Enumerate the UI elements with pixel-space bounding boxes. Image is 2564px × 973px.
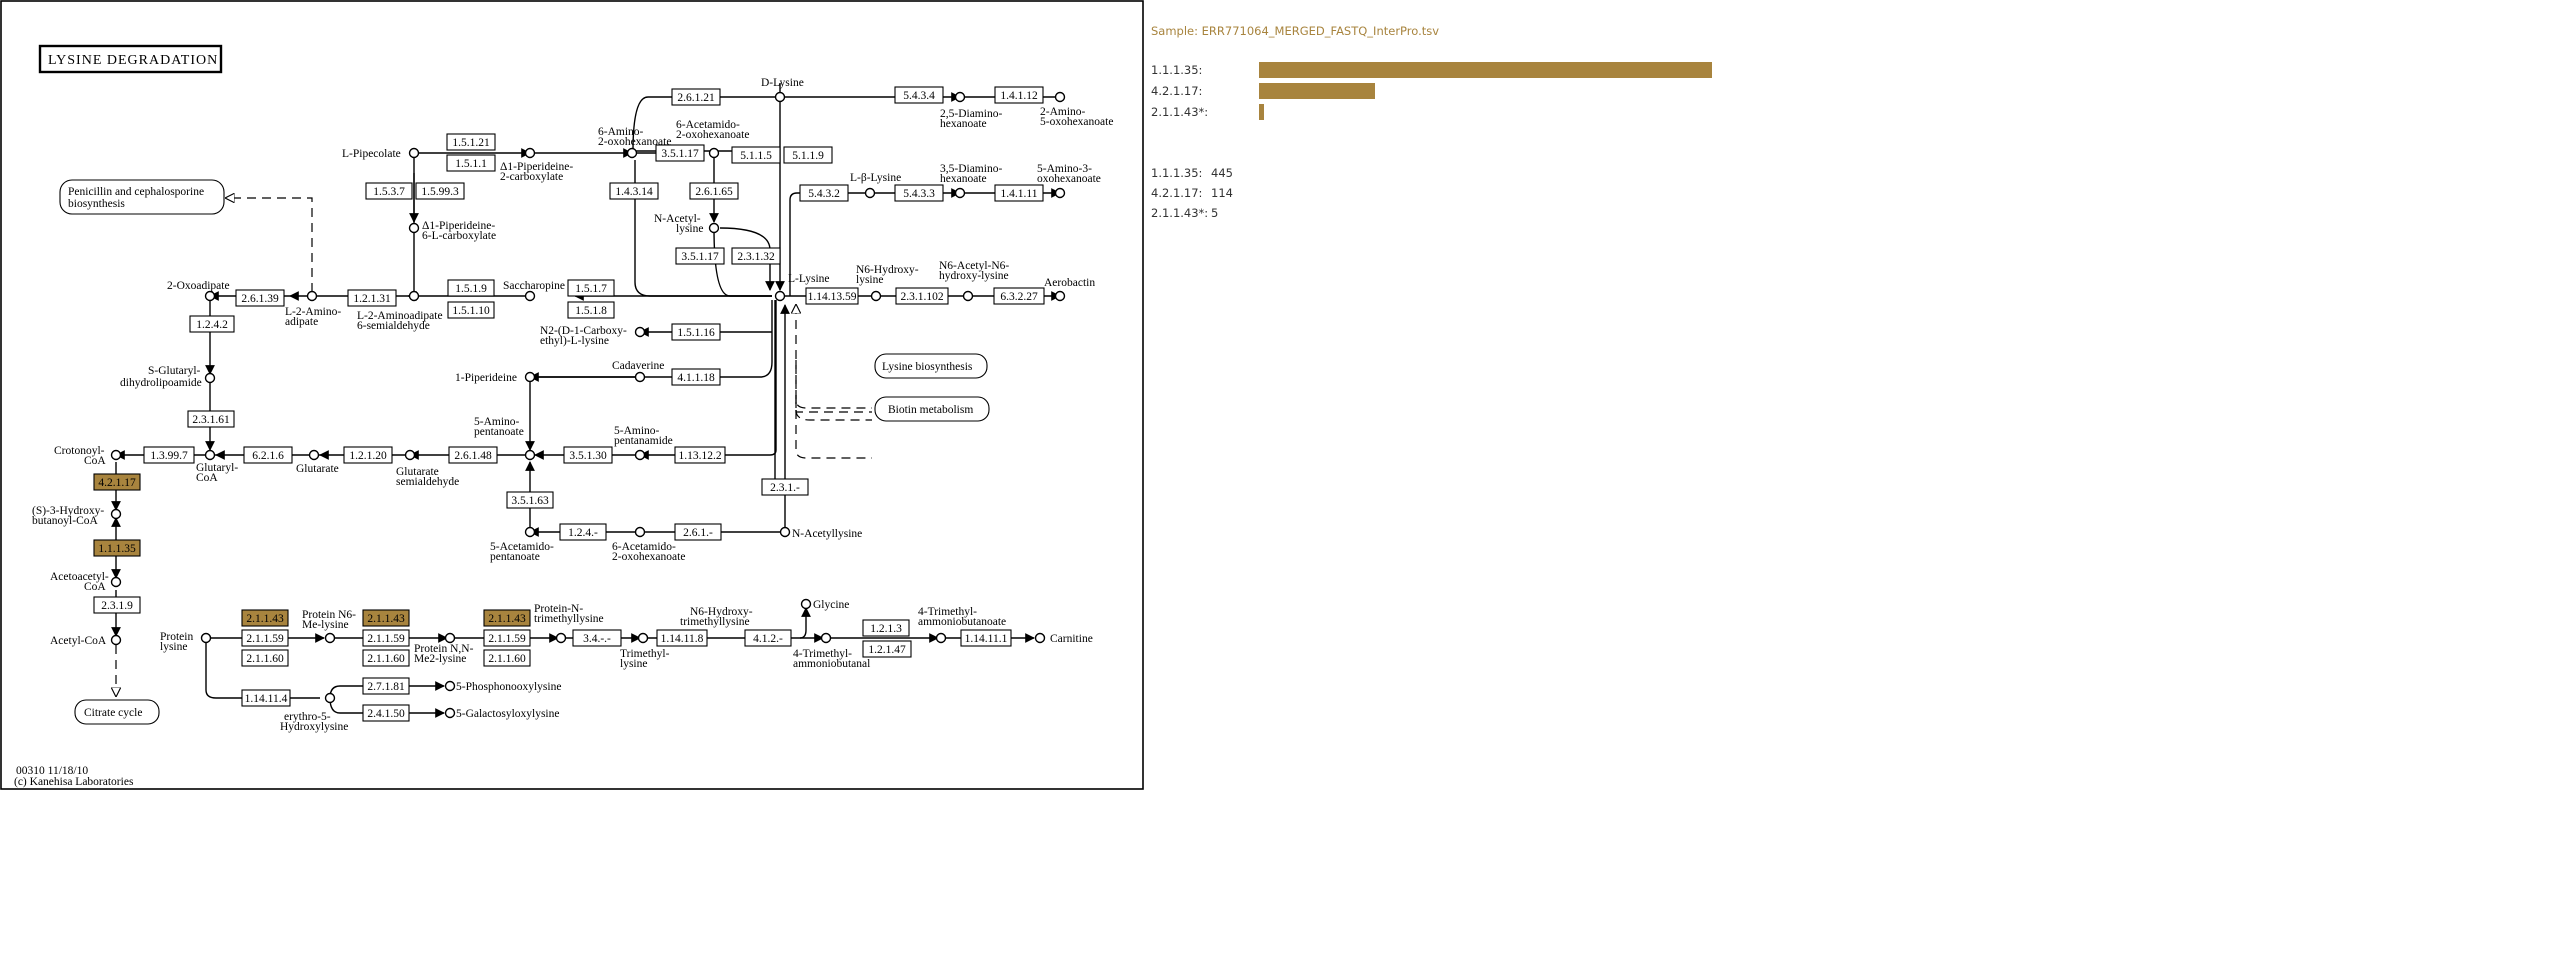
footer-copyright: (c) Kanehisa Laboratories bbox=[14, 776, 134, 788]
svg-text:2.6.1.39: 2.6.1.39 bbox=[241, 293, 279, 305]
svg-text:2.6.1.65: 2.6.1.65 bbox=[695, 186, 733, 198]
label-aminooxohex-1: 6-Amino- bbox=[598, 126, 644, 138]
label-erythro-2: Hydroxylysine bbox=[280, 721, 349, 733]
enzyme-2.3.1.-[interactable] bbox=[762, 479, 808, 495]
svg-text:5.4.3.2: 5.4.3.2 bbox=[808, 188, 840, 200]
enzyme-1.2.1.31[interactable] bbox=[348, 290, 396, 306]
svg-text:2.6.1.48: 2.6.1.48 bbox=[454, 450, 492, 462]
count-row bbox=[1151, 186, 1233, 200]
label-semialdehyde-2: 6-semialdehyde bbox=[357, 320, 430, 332]
label-aminopent-1: 5-Amino- bbox=[474, 416, 520, 428]
label-l-lysine: L-Lysine bbox=[788, 273, 830, 285]
label-tmbutanoate-1: 4-Trimethyl- bbox=[918, 606, 977, 618]
label-penicillin-2: biosynthesis bbox=[68, 198, 125, 210]
enzyme-2.3.1.61[interactable] bbox=[188, 411, 234, 427]
svg-text:2.1.1.60: 2.1.1.60 bbox=[367, 653, 405, 665]
label-acetamidopent-1: 5-Acetamido- bbox=[490, 541, 554, 553]
label-diamino-2: hexanoate bbox=[940, 118, 987, 130]
svg-text:2.7.1.81: 2.7.1.81 bbox=[367, 681, 405, 693]
enzyme-2.6.1.39[interactable] bbox=[236, 290, 284, 306]
enzyme-2.1.1.43-c[interactable] bbox=[484, 610, 530, 626]
svg-text:3.5.1.63: 3.5.1.63 bbox=[511, 495, 549, 507]
enzyme-1.2.1.3[interactable] bbox=[863, 620, 909, 636]
svg-text:1.2.1.47: 1.2.1.47 bbox=[868, 644, 906, 656]
enzyme-2.6.1.-[interactable] bbox=[675, 524, 721, 540]
count-value: 5 bbox=[1211, 206, 1219, 220]
svg-text:1.2.1.31: 1.2.1.31 bbox=[353, 293, 391, 305]
svg-text:3.5.1.17: 3.5.1.17 bbox=[681, 251, 719, 263]
svg-text:5.4.3.4: 5.4.3.4 bbox=[903, 90, 935, 102]
label-aminoadipate-2: adipate bbox=[285, 316, 319, 328]
label-n2-2: ethyl)-L-lysine bbox=[540, 335, 609, 347]
enzyme-2.1.1.59-c[interactable] bbox=[484, 630, 530, 646]
label-diamino-1: 2,5-Diamino- bbox=[940, 108, 1003, 120]
enzyme-3.5.1.30[interactable] bbox=[564, 447, 612, 463]
svg-text:2.3.1.61: 2.3.1.61 bbox=[192, 414, 230, 426]
svg-text:1.5.1.1: 1.5.1.1 bbox=[455, 158, 487, 170]
svg-text:2.1.1.43: 2.1.1.43 bbox=[246, 613, 284, 625]
enzyme-4.2.1.17[interactable] bbox=[94, 474, 140, 490]
label-diamino35-1: 3,5-Diamino- bbox=[940, 163, 1003, 175]
svg-text:1.5.99.3: 1.5.99.3 bbox=[421, 186, 459, 198]
enzyme-5.1.1.9[interactable] bbox=[784, 147, 832, 163]
label-n6hydtri-1: N6-Hydroxy- bbox=[690, 606, 753, 618]
svg-text:5.1.1.5: 5.1.1.5 bbox=[740, 150, 772, 162]
enzyme-1.1.1.35[interactable] bbox=[94, 540, 140, 556]
label-biotin: Biotin metabolism bbox=[888, 404, 974, 416]
label-glutaryl-2: CoA bbox=[196, 472, 218, 484]
bar-label: 4.2.1.17: bbox=[1151, 84, 1203, 98]
bar bbox=[1259, 62, 1712, 78]
label-n6me-1: Protein N6- bbox=[302, 609, 356, 621]
svg-text:5.4.3.3: 5.4.3.3 bbox=[903, 188, 935, 200]
label-lysbio: Lysine biosynthesis bbox=[882, 361, 973, 373]
bar-label: 1.1.1.35: bbox=[1151, 63, 1203, 77]
svg-text:1.4.1.12: 1.4.1.12 bbox=[1000, 90, 1038, 102]
svg-text:1.14.11.8: 1.14.11.8 bbox=[660, 633, 704, 645]
enzyme-1.5.1.9[interactable] bbox=[448, 280, 494, 296]
label-glutaryl-1: Glutaryl- bbox=[196, 462, 239, 474]
svg-text:1.5.1.21: 1.5.1.21 bbox=[452, 137, 490, 149]
label-proteinlys-2: lysine bbox=[160, 641, 188, 653]
label-aerobactin: Aerobactin bbox=[1044, 277, 1096, 289]
label-trimethyl-1: Protein-N- bbox=[534, 603, 584, 615]
enzyme-1.5.1.8[interactable] bbox=[568, 302, 614, 318]
enzyme-1.5.1.16[interactable] bbox=[672, 324, 720, 340]
enzyme-1.14.11.1[interactable] bbox=[961, 630, 1011, 646]
label-erythro-1: erythro-5- bbox=[284, 711, 331, 723]
label-cadaverine: Cadaverine bbox=[612, 360, 665, 372]
label-semialdehyde-1: L-2-Aminoadipate bbox=[357, 310, 443, 322]
label-aminooxo-2: 5-oxohexanoate bbox=[1040, 116, 1114, 128]
count-row bbox=[1151, 206, 1218, 220]
enzyme-4.1.1.18[interactable] bbox=[672, 369, 720, 385]
label-beta-lysine: L-β-Lysine bbox=[850, 172, 902, 184]
sample-name: Sample: ERR771064_MERGED_FASTQ_InterPro.tsv bbox=[1151, 24, 1440, 38]
label-nacetlys-1: N-Acetyl- bbox=[654, 213, 701, 225]
svg-text:1.2.1.20: 1.2.1.20 bbox=[349, 450, 387, 462]
svg-text:2.3.1.-: 2.3.1.- bbox=[770, 482, 800, 494]
label-d-lysine: D-Lysine bbox=[761, 77, 804, 89]
enzyme-1.3.99.7[interactable] bbox=[144, 447, 194, 463]
svg-text:3.5.1.17: 3.5.1.17 bbox=[661, 148, 699, 160]
label-aminooxohex-2: 2-oxohexanoate bbox=[598, 136, 672, 148]
count-row bbox=[1151, 166, 1233, 180]
label-trimethyllys-1: Trimethyl- bbox=[620, 648, 670, 660]
enzyme-5.4.3.3[interactable] bbox=[895, 185, 943, 201]
label-trimethyllys-2: lysine bbox=[620, 658, 648, 670]
label-sglutaryl-2: dihydrolipoamide bbox=[120, 377, 202, 389]
svg-text:3.4.-.-: 3.4.-.- bbox=[583, 633, 611, 645]
count-label: 1.1.1.35: bbox=[1151, 166, 1203, 180]
label-carnitine: Carnitine bbox=[1050, 633, 1093, 645]
bar-label: 2.1.1.43*: bbox=[1151, 105, 1209, 119]
enzyme-1.5.1.7[interactable] bbox=[568, 280, 614, 296]
label-proteinlys-1: Protein bbox=[160, 631, 194, 643]
svg-text:4.1.1.18: 4.1.1.18 bbox=[677, 372, 715, 384]
enzyme-2.6.1.21[interactable] bbox=[672, 89, 720, 105]
svg-text:2.6.1.-: 2.6.1.- bbox=[683, 527, 713, 539]
svg-text:3.5.1.30: 3.5.1.30 bbox=[569, 450, 607, 462]
svg-text:2.1.1.59: 2.1.1.59 bbox=[488, 633, 526, 645]
label-galacto: 5-Galactosyloxylysine bbox=[456, 708, 560, 720]
label-glutsemi-1: Glutarate bbox=[396, 466, 439, 478]
enzyme-1.5.99.3[interactable] bbox=[416, 183, 464, 199]
bar bbox=[1259, 104, 1264, 120]
svg-text:2.6.1.21: 2.6.1.21 bbox=[677, 92, 715, 104]
label-aminopentamide-2: pentanamide bbox=[614, 435, 673, 447]
label-citrate: Citrate cycle bbox=[84, 707, 143, 719]
enzyme-1.13.12.2[interactable] bbox=[675, 447, 725, 463]
enzyme-2.1.1.60-c[interactable] bbox=[484, 650, 530, 666]
svg-text:1.14.11.4: 1.14.11.4 bbox=[244, 693, 288, 705]
enzyme-2.4.1.50[interactable] bbox=[363, 705, 409, 721]
svg-text:1.2.4.2: 1.2.4.2 bbox=[196, 319, 228, 331]
label-piperideine: 1-Piperideine bbox=[455, 372, 517, 384]
label-l-pipecolate: L-Pipecolate bbox=[342, 148, 401, 160]
svg-text:4.1.2.-: 4.1.2.- bbox=[753, 633, 783, 645]
enzyme-1.14.13.59[interactable] bbox=[806, 288, 858, 304]
enzyme-1.14.11.4[interactable] bbox=[242, 690, 290, 706]
enzyme-2.1.1.59-a[interactable] bbox=[242, 630, 288, 646]
label-hydroxybut-1: (S)-3-Hydroxy- bbox=[32, 505, 105, 517]
label-acetoacetyl-1: Acetoacetyl- bbox=[50, 571, 109, 583]
enzyme-2.3.1.9[interactable] bbox=[94, 597, 140, 613]
enzyme-2.1.1.60-a[interactable] bbox=[242, 650, 288, 666]
enzyme-2.6.1.65[interactable] bbox=[690, 183, 738, 199]
svg-text:1.5.1.7: 1.5.1.7 bbox=[575, 283, 607, 295]
enzyme-2.3.1.32[interactable] bbox=[732, 248, 780, 264]
enzyme-6.2.1.6[interactable] bbox=[244, 447, 292, 463]
svg-text:1.5.1.16: 1.5.1.16 bbox=[677, 327, 715, 339]
label-acetamidopent-2: pentanoate bbox=[490, 551, 540, 563]
enzyme-1.5.1.1[interactable] bbox=[447, 155, 495, 171]
label-nacetlys-2: lysine bbox=[676, 223, 704, 235]
enzyme-2.1.1.60-b[interactable] bbox=[363, 650, 409, 666]
label-sglutaryl-1: S-Glutaryl- bbox=[148, 365, 201, 377]
enzyme-2.3.1.102[interactable] bbox=[896, 288, 948, 304]
enzyme-1.2.4.2[interactable] bbox=[190, 316, 234, 332]
enzyme-5.1.1.5[interactable] bbox=[732, 147, 780, 163]
label-tmbutanal-2: ammoniobutanal bbox=[793, 658, 871, 670]
enzyme-5.4.3.2[interactable] bbox=[800, 185, 848, 201]
svg-text:1.5.1.10: 1.5.1.10 bbox=[452, 305, 490, 317]
label-acetamido-2: 2-oxohexanoate bbox=[676, 129, 750, 141]
label-acetoacetyl-2: CoA bbox=[84, 581, 106, 593]
label-trimethyl-2: trimethyllysine bbox=[534, 613, 604, 625]
label-acetamidooxo-2: 2-oxohexanoate bbox=[612, 551, 686, 563]
enzyme-1.2.1.47[interactable] bbox=[863, 641, 911, 657]
enzyme-1.2.4.-[interactable] bbox=[560, 524, 606, 540]
svg-text:1.5.3.7: 1.5.3.7 bbox=[373, 186, 405, 198]
svg-text:2.1.1.43: 2.1.1.43 bbox=[367, 613, 405, 625]
enzyme-1.5.1.21[interactable] bbox=[447, 134, 495, 150]
enzyme-3.5.1.17b[interactable] bbox=[676, 248, 724, 264]
label-hydroxybut-2: butanoyl-CoA bbox=[32, 515, 98, 527]
label-pip1-2: 2-carboxylate bbox=[500, 171, 564, 183]
label-acetamidooxo-1: 6-Acetamido- bbox=[612, 541, 676, 553]
footer-id: 00310 11/18/10 bbox=[16, 765, 89, 777]
label-n2-1: N2-(D-1-Carboxy- bbox=[540, 325, 627, 337]
svg-text:1.14.11.1: 1.14.11.1 bbox=[964, 633, 1008, 645]
label-glutsemi-2: semialdehyde bbox=[396, 476, 460, 488]
label-aminoadipate-1: L-2-Amino- bbox=[285, 306, 342, 318]
label-diamino35-2: hexanoate bbox=[940, 173, 987, 185]
svg-text:2.1.1.60: 2.1.1.60 bbox=[488, 653, 526, 665]
label-amino3-1: 5-Amino-3- bbox=[1037, 163, 1092, 175]
enzyme-1.2.1.20[interactable] bbox=[344, 447, 392, 463]
enzyme-2.1.1.43-a[interactable] bbox=[242, 610, 288, 626]
label-n6me-2: Me-lysine bbox=[302, 619, 349, 631]
bar bbox=[1259, 83, 1375, 99]
kegg-pathway-map bbox=[0, 0, 1145, 793]
label-me2-2: Me2-lysine bbox=[414, 653, 467, 665]
enzyme-2.1.1.43-b[interactable] bbox=[363, 610, 409, 626]
label-phosphono: 5-Phosphonooxylysine bbox=[456, 681, 562, 693]
label-n6hyd-1: N6-Hydroxy- bbox=[856, 264, 919, 276]
map-title: LYSINE DEGRADATION bbox=[48, 53, 219, 68]
svg-text:1.3.99.7: 1.3.99.7 bbox=[150, 450, 188, 462]
label-n6ac-1: N6-Acetyl-N6- bbox=[939, 260, 1010, 272]
svg-text:1.5.1.9: 1.5.1.9 bbox=[455, 283, 487, 295]
enzyme-1.5.1.10[interactable] bbox=[448, 302, 494, 318]
enzyme-2.6.1.48[interactable] bbox=[449, 447, 497, 463]
count-value: 445 bbox=[1211, 166, 1233, 180]
label-saccharopine: Saccharopine bbox=[503, 280, 565, 292]
svg-text:1.5.1.8: 1.5.1.8 bbox=[575, 305, 607, 317]
svg-text:2.1.1.59: 2.1.1.59 bbox=[367, 633, 405, 645]
count-label: 2.1.1.43*: bbox=[1151, 206, 1209, 220]
label-pip6-2: 6-L-carboxylate bbox=[422, 230, 497, 242]
label-pip6-1: Δ1-Piperideine- bbox=[422, 220, 496, 232]
label-glutarate: Glutarate bbox=[296, 463, 339, 475]
svg-text:2.1.1.59: 2.1.1.59 bbox=[246, 633, 284, 645]
enzyme-3.4.-.-[interactable] bbox=[573, 630, 621, 646]
label-aminopentamide-1: 5-Amino- bbox=[614, 425, 660, 437]
enzyme-4.1.2.-[interactable] bbox=[745, 630, 791, 646]
enzyme-2.1.1.59-b[interactable] bbox=[363, 630, 409, 646]
label-oxoadipate: 2-Oxoadipate bbox=[167, 280, 230, 292]
svg-text:1.13.12.2: 1.13.12.2 bbox=[678, 450, 722, 462]
enzyme-1.4.1.12[interactable] bbox=[995, 87, 1043, 103]
label-acetyl-coa: Acetyl-CoA bbox=[50, 635, 107, 647]
svg-text:1.4.1.11: 1.4.1.11 bbox=[1000, 188, 1038, 200]
svg-text:2.1.1.43: 2.1.1.43 bbox=[488, 613, 526, 625]
svg-text:1.4.3.14: 1.4.3.14 bbox=[615, 186, 653, 198]
enzyme-2.7.1.81[interactable] bbox=[363, 678, 409, 694]
svg-text:1.2.1.3: 1.2.1.3 bbox=[870, 623, 902, 635]
svg-text:2.1.1.60: 2.1.1.60 bbox=[246, 653, 284, 665]
label-n-acetyllysine: N-Acetyllysine bbox=[792, 528, 863, 540]
label-aminooxo-1: 2-Amino- bbox=[1040, 106, 1086, 118]
label-amino3-2: oxohexanoate bbox=[1037, 173, 1101, 185]
label-tmbutanoate-2: ammoniobutanoate bbox=[918, 616, 1007, 628]
label-glycine: Glycine bbox=[813, 599, 850, 611]
label-n6hyd-2: lysine bbox=[856, 274, 884, 286]
label-tmbutanal-1: 4-Trimethyl- bbox=[793, 648, 852, 660]
enzyme-3.5.1.63[interactable] bbox=[507, 492, 553, 508]
label-crotonoyl-1: Crotonoyl- bbox=[54, 445, 105, 457]
count-value: 114 bbox=[1211, 186, 1233, 200]
label-n6hydtri-2: trimethyllysine bbox=[680, 616, 750, 628]
sample-panel bbox=[1147, 0, 2547, 260]
enzyme-1.4.1.11[interactable] bbox=[995, 185, 1043, 201]
label-crotonoyl-2: CoA bbox=[84, 455, 106, 467]
enzyme-5.4.3.4[interactable] bbox=[895, 87, 943, 103]
enzyme-1.4.3.14[interactable] bbox=[610, 183, 658, 199]
count-label: 4.2.1.17: bbox=[1151, 186, 1203, 200]
enzyme-1.5.3.7[interactable] bbox=[366, 183, 412, 199]
svg-text:2.3.1.102: 2.3.1.102 bbox=[900, 291, 944, 303]
label-me2-1: Protein N,N- bbox=[414, 643, 474, 655]
svg-text:1.14.13.59: 1.14.13.59 bbox=[807, 291, 857, 303]
enzyme-6.3.2.27[interactable] bbox=[994, 288, 1044, 304]
svg-text:6.2.1.6: 6.2.1.6 bbox=[252, 450, 284, 462]
label-pip1-1: Δ1-Piperideine- bbox=[500, 161, 574, 173]
label-aminopent-2: pentanoate bbox=[474, 426, 524, 438]
enzyme-1.14.11.8[interactable] bbox=[657, 630, 707, 646]
svg-text:2.4.1.50: 2.4.1.50 bbox=[367, 708, 405, 720]
svg-text:4.2.1.17: 4.2.1.17 bbox=[98, 477, 136, 489]
svg-text:1.1.1.35: 1.1.1.35 bbox=[98, 543, 136, 555]
label-penicillin-1: Penicillin and cephalosporine bbox=[68, 186, 205, 198]
svg-text:2.3.1.32: 2.3.1.32 bbox=[737, 251, 775, 263]
svg-text:2.3.1.9: 2.3.1.9 bbox=[101, 600, 133, 612]
label-acetamido-1: 6-Acetamido- bbox=[676, 119, 740, 131]
svg-text:6.3.2.27: 6.3.2.27 bbox=[1000, 291, 1038, 303]
svg-text:5.1.1.9: 5.1.1.9 bbox=[792, 150, 824, 162]
svg-text:1.2.4.-: 1.2.4.- bbox=[568, 527, 598, 539]
label-n6ac-2: hydroxy-lysine bbox=[939, 270, 1009, 282]
